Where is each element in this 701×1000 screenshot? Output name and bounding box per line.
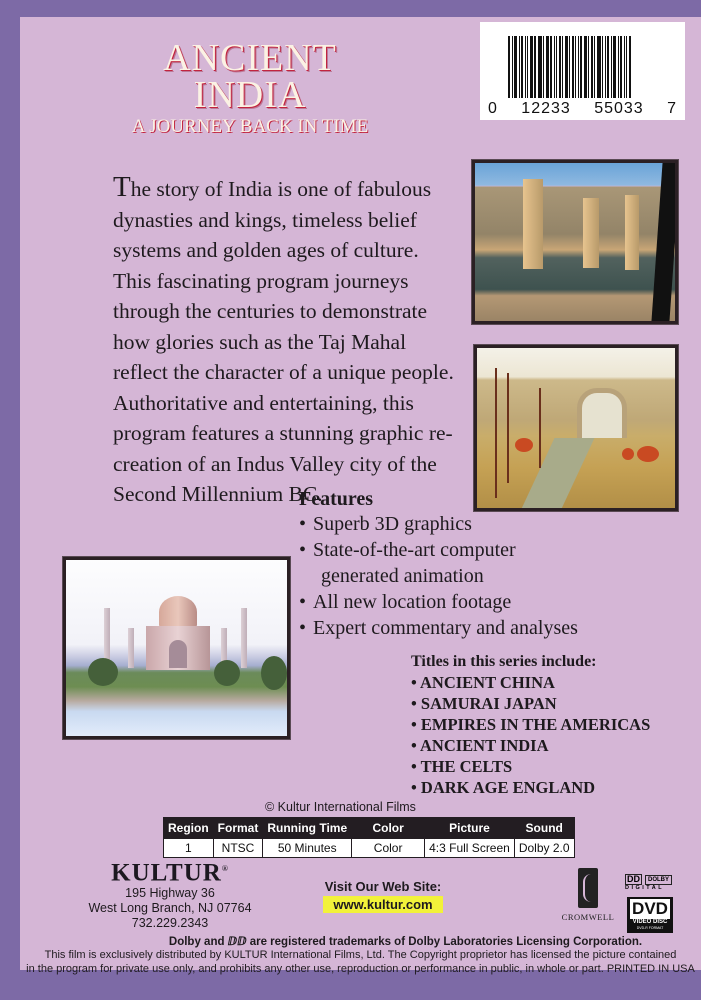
bullet-icon: • bbox=[299, 513, 307, 535]
tree bbox=[261, 656, 287, 690]
feature-text: Expert commentary and analyses bbox=[313, 617, 578, 639]
specs-value-cell: NTSC bbox=[213, 839, 263, 858]
specs-value-cell: Color bbox=[352, 839, 425, 858]
minaret bbox=[241, 608, 247, 668]
barcode-digit-group-1: 12233 bbox=[521, 100, 571, 117]
features-section bbox=[299, 487, 659, 641]
feature-item bbox=[299, 537, 659, 589]
series-item: • EMPIRES IN THE AMERICAS bbox=[411, 715, 651, 734]
features-header: Features bbox=[299, 488, 374, 510]
barcode-digit-group-2: 55033 bbox=[594, 100, 644, 117]
barcode-bars bbox=[508, 36, 648, 98]
website-url-link[interactable]: www.kultur.com bbox=[323, 896, 442, 913]
feature-text: All new location footage bbox=[313, 591, 512, 613]
specs-table bbox=[163, 817, 575, 858]
bullet-icon: • bbox=[299, 539, 307, 561]
specs-value-cell: Dolby 2.0 bbox=[514, 839, 574, 858]
series-section bbox=[411, 652, 701, 798]
kultur-logo bbox=[80, 856, 260, 886]
dvd-video-logo bbox=[627, 897, 673, 933]
pillar-shape bbox=[523, 179, 543, 269]
title-block bbox=[100, 37, 400, 138]
features-list bbox=[299, 511, 659, 641]
registered-mark: ® bbox=[221, 864, 229, 873]
subtitle: A JOURNEY BACK IN TIME bbox=[131, 116, 369, 137]
series-item: • SAMURAI JAPAN bbox=[411, 694, 557, 713]
specs-header-cell: Picture bbox=[425, 818, 515, 839]
publisher-block bbox=[80, 856, 260, 931]
specs-value-cell: 1 bbox=[164, 839, 214, 858]
dvd-video-disc-text: VIDEO DISC bbox=[632, 919, 668, 925]
tree bbox=[88, 658, 118, 686]
specs-header-row bbox=[164, 818, 575, 839]
dolby-digital-text: DIGITAL bbox=[625, 885, 665, 891]
taj-dome bbox=[159, 596, 197, 628]
series-item: • DARK AGE ENGLAND bbox=[411, 778, 596, 797]
dolby-word: DOLBY bbox=[645, 875, 672, 885]
specs-header-cell: Sound bbox=[514, 818, 574, 839]
dvd-format-text: DVD-R FORMAT bbox=[636, 926, 664, 930]
description-dropcap: T bbox=[113, 171, 131, 203]
title-line-2: INDIA bbox=[193, 74, 307, 116]
archway-shape bbox=[577, 388, 627, 438]
stall-pole bbox=[507, 373, 509, 483]
dolby-trademark-notice: Dolby and ⅅⅅ are registered trademarks of Dolby Laboratories Licensing Corporation. bbox=[168, 936, 643, 948]
feature-text-continued: generated animation bbox=[321, 565, 484, 587]
description bbox=[113, 172, 458, 510]
specs-header-cell: Region bbox=[164, 818, 214, 839]
feature-item bbox=[299, 615, 659, 641]
pillar-shape bbox=[583, 198, 599, 268]
stall-pole bbox=[495, 368, 497, 498]
feature-text: Superb 3D graphics bbox=[313, 513, 472, 535]
specs-header-cell: Color bbox=[352, 818, 425, 839]
dolby-digital-logo bbox=[625, 874, 677, 891]
barcode bbox=[480, 22, 685, 120]
specs-value-row bbox=[164, 839, 575, 858]
website-block bbox=[308, 879, 458, 914]
barcode-digits bbox=[488, 100, 677, 118]
bullet-icon: • bbox=[299, 591, 307, 613]
series-list bbox=[411, 672, 701, 798]
specs-header-cell: Format bbox=[213, 818, 263, 839]
cromwell-silhouette-icon bbox=[578, 868, 598, 908]
dvd-logo-text: DVD bbox=[630, 899, 670, 919]
cromwell-logo bbox=[558, 868, 618, 922]
copyright: © Kultur International Films bbox=[265, 800, 416, 814]
kultur-logo-text: KULTUR bbox=[111, 859, 222, 887]
cromwell-name: CROMWELL bbox=[561, 912, 615, 922]
legal-line-2: in the program for private use only, and prohibits any other use, reproduction or performance in public, in whole or part. PRINTED IN USA bbox=[26, 963, 695, 975]
clay-pot bbox=[637, 446, 659, 462]
photo-ancient-bath bbox=[472, 160, 678, 324]
publisher-address-1: 195 Highway 36 bbox=[125, 886, 215, 901]
legal-block bbox=[20, 936, 701, 976]
bullet-icon: • bbox=[299, 617, 307, 639]
feature-item bbox=[299, 589, 659, 615]
publisher-phone: 732.229.2343 bbox=[131, 916, 209, 931]
feature-text: State-of-the-art computer bbox=[313, 539, 516, 561]
dolby-dd-icon: DD bbox=[627, 874, 640, 884]
clay-pot bbox=[622, 448, 634, 460]
pillar-shape bbox=[625, 195, 639, 270]
publisher-address-2: West Long Branch, NJ 07764 bbox=[88, 901, 252, 916]
title-line-1: ANCIENT bbox=[163, 37, 337, 79]
series-header: Titles in this series include: bbox=[411, 653, 597, 670]
specs-value-cell: 4:3 Full Screen bbox=[425, 839, 515, 858]
barcode-digit-lead: 0 bbox=[488, 100, 498, 117]
minaret bbox=[128, 628, 134, 668]
specs-value-cell: 50 Minutes bbox=[263, 839, 352, 858]
specs-header-cell: Running Time bbox=[263, 818, 352, 839]
series-item: • THE CELTS bbox=[411, 757, 513, 776]
barcode-digit-check: 7 bbox=[667, 100, 677, 117]
legal-line-1: This film is exclusively distributed by KULTUR International Films, Ltd. The Copyright proprietor has licensed the picture contained bbox=[44, 949, 677, 961]
series-item: • ANCIENT CHINA bbox=[411, 673, 555, 692]
photo-taj-mahal bbox=[63, 557, 290, 739]
wall-shadow bbox=[651, 163, 678, 321]
feature-item bbox=[299, 511, 659, 537]
description-text: he story of India is one of fabulous dynasties and kings, timeless belief systems and golden ages of culture. This fascinating program journeys through the centuries to demonstrate how glories such as the Taj Mahal reflect the character of a unique people. Authoritative and entertaining, this program features a stunning graphic re-creation of an Indus Valley city of the Second Millennium BC. bbox=[113, 177, 454, 506]
website-label: Visit Our Web Site: bbox=[324, 879, 442, 894]
taj-arch bbox=[169, 640, 187, 668]
stall-pole bbox=[539, 388, 541, 468]
tree bbox=[214, 660, 240, 686]
clay-pot bbox=[515, 438, 533, 452]
series-item: • ANCIENT INDIA bbox=[411, 736, 549, 755]
